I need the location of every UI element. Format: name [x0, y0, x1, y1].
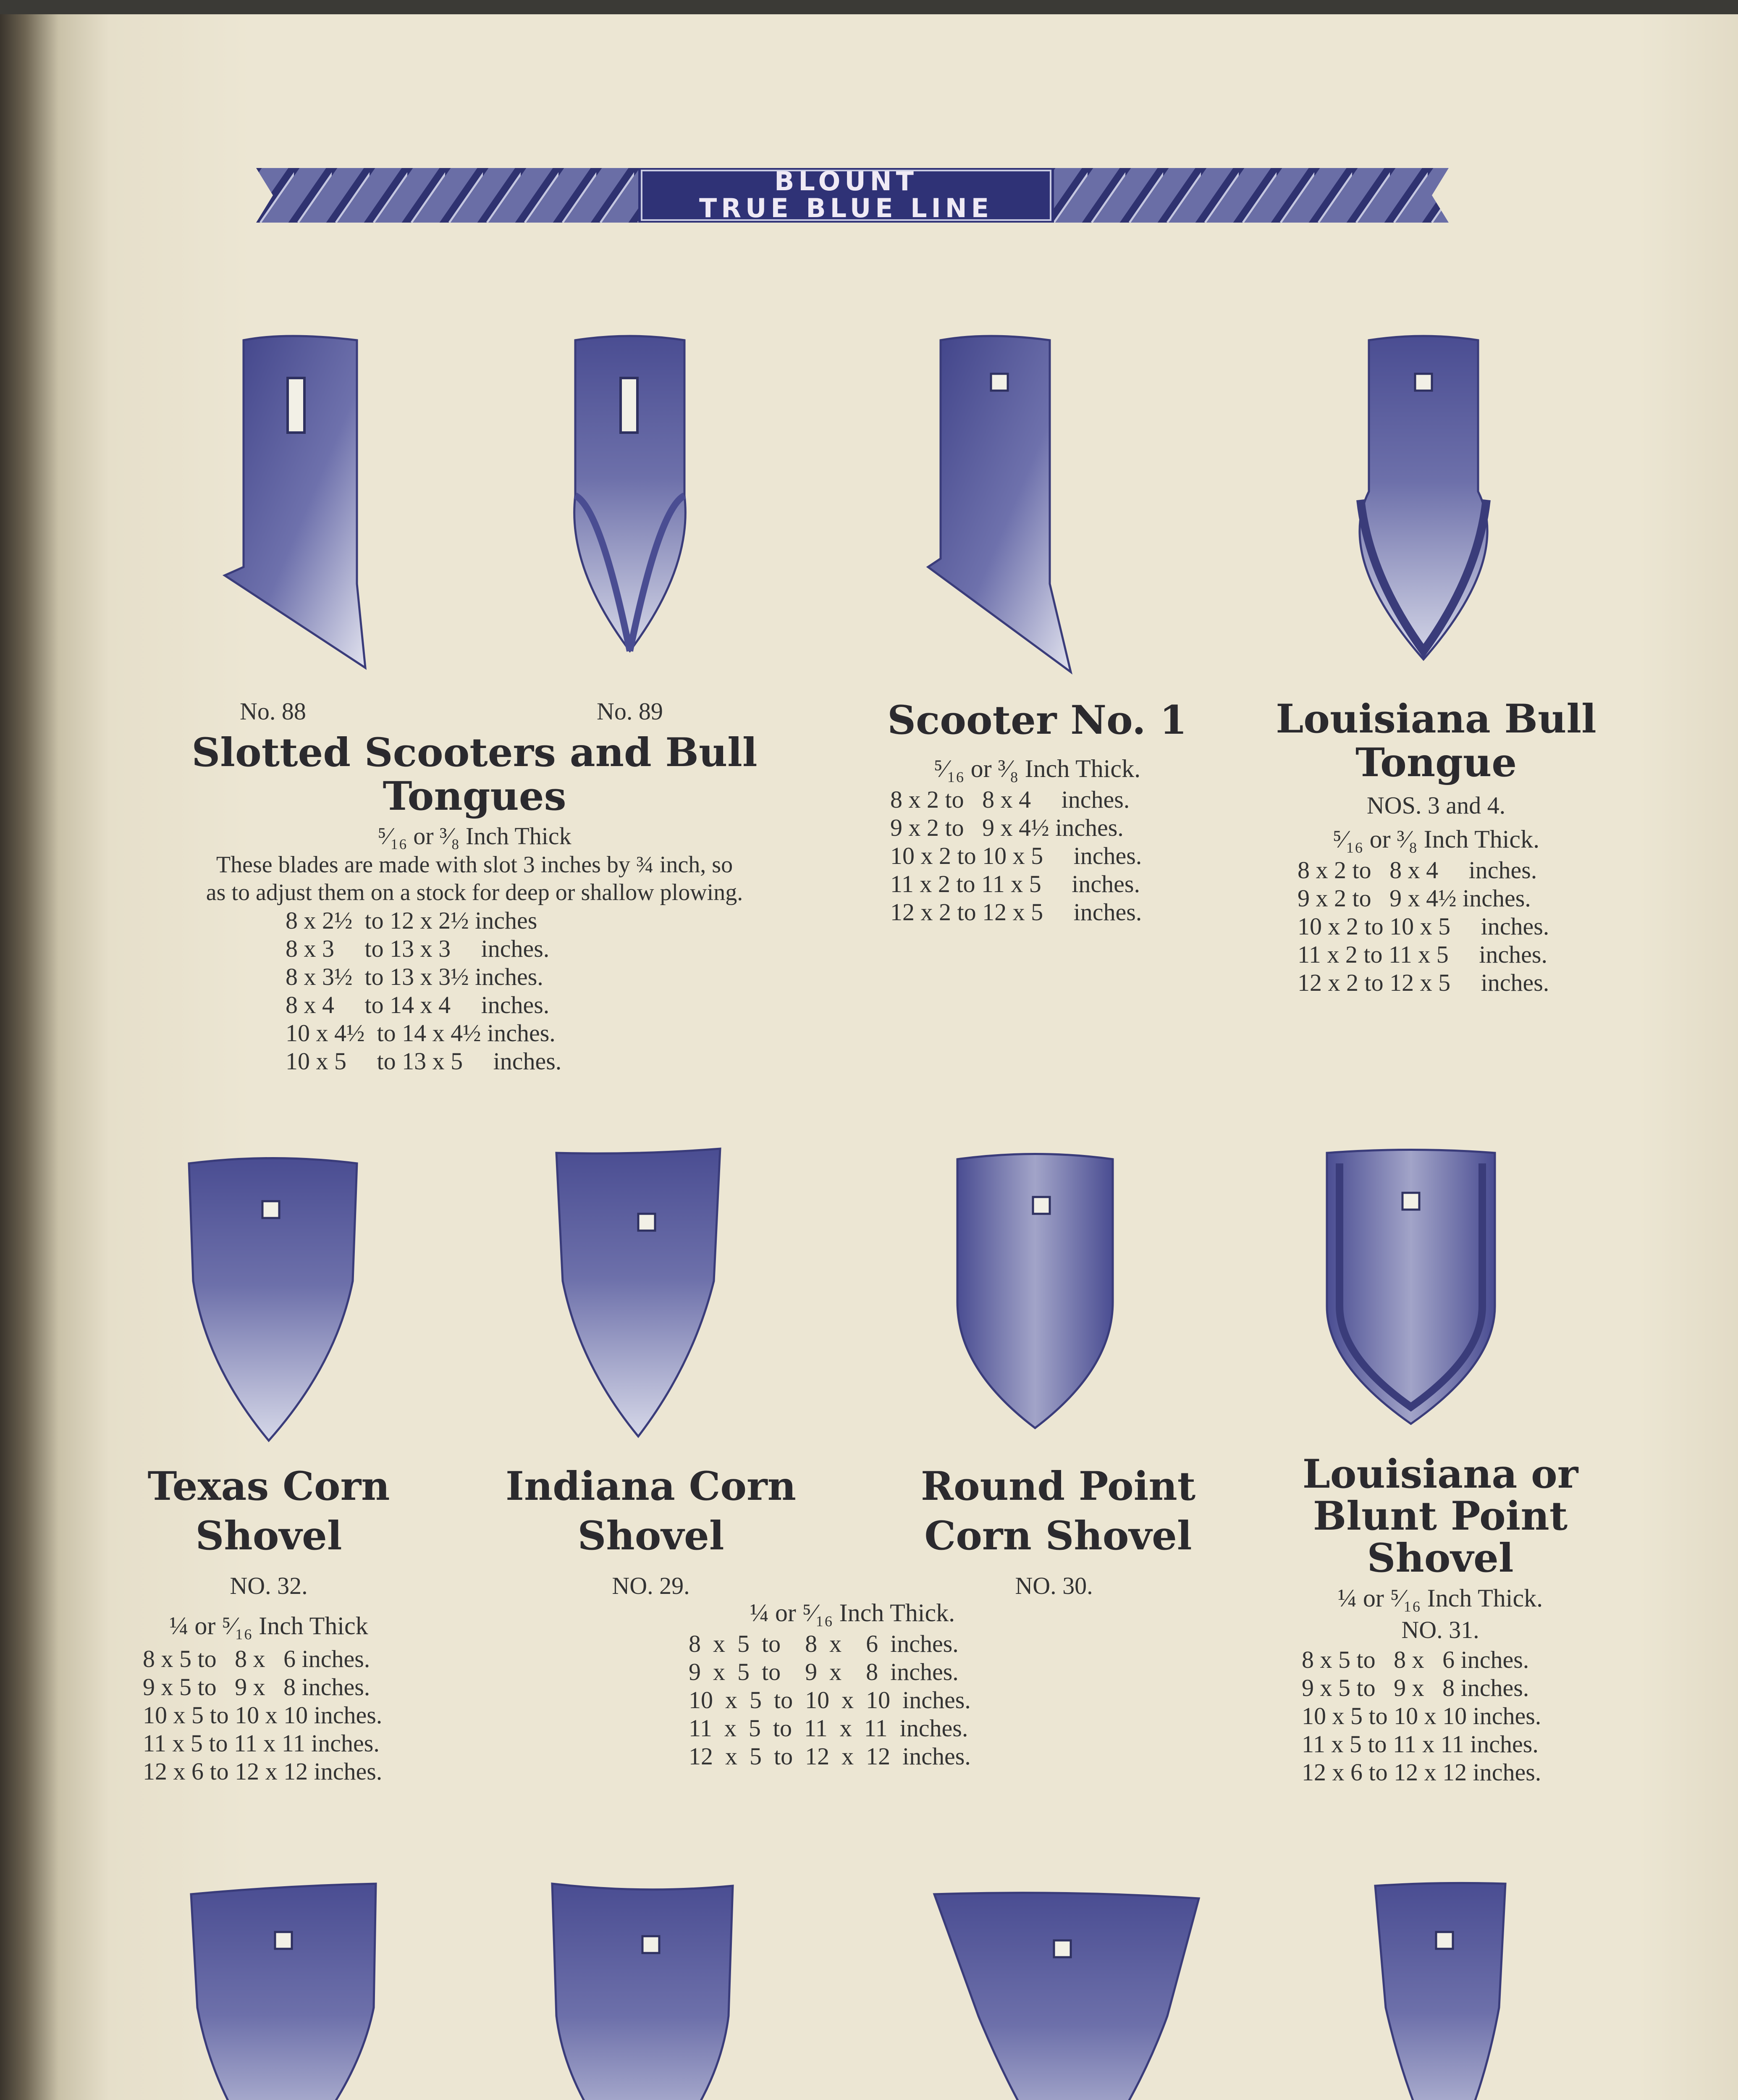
blade-no-88: [223, 332, 374, 680]
blade-arkansas-straight-shovel: [932, 1890, 1201, 2100]
size-row: 10 x 5 to 13 x 5 inches.: [286, 1047, 562, 1075]
size-row: 8 x 5 to 8 x 6 inches.: [689, 1630, 959, 1657]
blade-no-89: [567, 332, 693, 668]
size-row: 11 x 2 to 11 x 5 inches.: [890, 870, 1140, 898]
texas-no: NO. 32.: [230, 1572, 308, 1599]
size-row: 11 x 5 to 11 x 11 inches.: [143, 1730, 380, 1757]
texas-sizes: [143, 1645, 428, 1785]
size-row: 9 x 5 to 9 x 8 inches.: [143, 1673, 370, 1701]
slotted-scooters-block: [126, 731, 823, 1075]
slotted-title-1: Slotted Scooters and Bull: [191, 730, 758, 776]
blade-kentucky-shovel: [1373, 1882, 1507, 2100]
size-row: 10 x 5 to 10 x 10 inches.: [143, 1701, 383, 1729]
scooter-sizes: [890, 785, 1214, 926]
size-row: 8 x 2½ to 12 x 2½ inches: [286, 907, 537, 934]
size-row: 8 x 3½ to 13 x 3½ inches.: [286, 963, 543, 990]
blade-indiana-corn-shovel: [554, 1147, 722, 1441]
indiana-title-2: Shovel: [577, 1513, 724, 1559]
louisiana-blunt-point-block: [1260, 1453, 1621, 1786]
size-row: 12 x 6 to 12 x 12 inches.: [1302, 1759, 1541, 1786]
size-row: 12 x 2 to 12 x 5 inches.: [890, 898, 1142, 926]
round-point-corn-shovel-block: [890, 1462, 1226, 1607]
blade-round-point-corn-shovel: [953, 1151, 1117, 1436]
scooter-title: Scooter No. 1: [887, 697, 1187, 743]
size-row: 10 x 5 to 10 x 10 inches.: [1302, 1702, 1541, 1730]
round-point-title-1: Round Point: [920, 1463, 1196, 1509]
indiana-title-1: Indiana Corn: [505, 1463, 796, 1509]
louisiana-blunt-no: NO. 31.: [1401, 1616, 1479, 1643]
size-row: 8 x 5 to 8 x 6 inches.: [143, 1645, 370, 1672]
louisiana-bull-tongue-block: [1264, 697, 1608, 997]
louisiana-bull-title-2: Tongue: [1355, 740, 1517, 786]
size-row: 11 x 5 to 11 x 11 inches.: [689, 1714, 968, 1742]
size-row: 9 x 5 to 9 x 8 inches.: [689, 1658, 959, 1685]
size-row: 10 x 5 to 10 x 10 inches.: [689, 1686, 971, 1714]
indiana-corn-shovel-block: [491, 1462, 810, 1607]
size-row: 12 x 2 to 12 x 5 inches.: [1298, 969, 1549, 996]
header-line-2: TRUE BLUE LINE: [699, 193, 993, 223]
blade-texas-corn-shovel: [185, 1155, 361, 1449]
label-no-89: No. 89: [597, 698, 663, 725]
header-line-1: BLOUNT: [774, 166, 918, 197]
louisiana-bull-nos: NOS. 3 and 4.: [1366, 792, 1506, 819]
size-row: 12 x 6 to 12 x 12 inches.: [143, 1758, 383, 1785]
size-row: 11 x 2 to 11 x 5 inches.: [1298, 941, 1547, 968]
indiana-round-shared-specs: [621, 1596, 1083, 1770]
round-point-no: NO. 30.: [1015, 1572, 1093, 1599]
page-top-edge: [0, 0, 1738, 14]
slotted-desc-1: These blades are made with slot 3 inches by ¾ inch, so: [216, 852, 733, 878]
slotted-thickness: ⁵⁄₁₆ or ³⁄₈ Inch Thick: [377, 822, 571, 850]
louisiana-blunt-sizes: [1302, 1646, 1621, 1786]
size-row: 10 x 2 to 10 x 5 inches.: [1298, 913, 1549, 940]
size-row: 11 x 5 to 11 x 11 inches.: [1302, 1730, 1539, 1758]
blade-malta-corn-shovel: [550, 1882, 735, 2100]
size-row: 8 x 2 to 8 x 4 inches.: [1298, 856, 1537, 884]
scooter-no-1-block: [861, 697, 1214, 926]
size-row: 10 x 4½ to 14 x 4½ inches.: [286, 1019, 556, 1047]
texas-title-2: Shovel: [195, 1513, 342, 1559]
texas-thickness: ¼ or ⁵⁄₁₆ Inch Thick: [169, 1612, 368, 1640]
size-row: 8 x 3 to 13 x 3 inches.: [286, 935, 550, 962]
louisiana-blunt-title-1: Louisiana or: [1302, 1451, 1578, 1497]
scooter-thickness: ⁵⁄₁₆ or ³⁄₈ Inch Thick.: [933, 755, 1141, 782]
louisiana-bull-sizes: [1298, 856, 1608, 997]
texas-title-1: Texas Corn: [147, 1463, 390, 1509]
texas-corn-shovel-block: [109, 1462, 428, 1785]
blade-scooter-no-1: [924, 332, 1083, 680]
size-row: 8 x 5 to 8 x 6 inches.: [1302, 1646, 1529, 1673]
louisiana-blunt-title-3: Shovel: [1367, 1535, 1514, 1581]
louisiana-blunt-thickness: ¼ or ⁵⁄₁₆ Inch Thick.: [1337, 1584, 1543, 1612]
blade-barney-corn-shovel: [189, 1882, 378, 2100]
header-banner-text: [638, 168, 1054, 223]
blade-louisiana-bull-tongue: [1344, 332, 1503, 668]
blade-louisiana-blunt-point-shovel: [1323, 1147, 1499, 1432]
louisiana-blunt-title-2: Blunt Point: [1313, 1493, 1568, 1539]
size-row: 10 x 2 to 10 x 5 inches.: [890, 842, 1142, 869]
louisiana-bull-title-1: Louisiana Bull: [1276, 696, 1596, 742]
size-row: 8 x 4 to 14 x 4 inches.: [286, 991, 550, 1018]
label-no-88: No. 88: [240, 698, 306, 725]
slotted-desc-2: as to adjust them on a stock for deep or shallow plowing.: [206, 879, 743, 906]
indiana-no: NO. 29.: [612, 1572, 690, 1599]
slotted-title-2: Tongues: [383, 773, 566, 819]
size-row: 8 x 2 to 8 x 4 inches.: [890, 786, 1130, 813]
shared-sizes: [689, 1630, 1083, 1770]
size-row: 12 x 5 to 12 x 12 inches.: [689, 1743, 971, 1770]
round-point-title-2: Corn Shovel: [924, 1513, 1192, 1559]
size-row: 9 x 2 to 9 x 4½ inches.: [1298, 885, 1531, 912]
louisiana-bull-thickness: ⁵⁄₁₆ or ³⁄₈ Inch Thick.: [1332, 825, 1540, 853]
size-row: 9 x 2 to 9 x 4½ inches.: [890, 814, 1124, 841]
size-row: 9 x 5 to 9 x 8 inches.: [1302, 1674, 1529, 1701]
shared-thickness: ¼ or ⁵⁄₁₆ Inch Thick.: [750, 1599, 955, 1627]
slotted-sizes: [286, 906, 823, 1075]
